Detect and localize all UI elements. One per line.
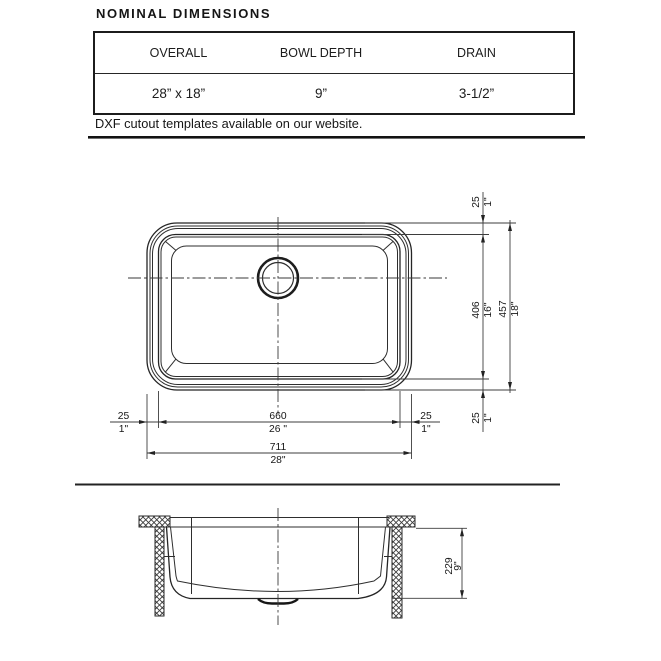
dim-bowl-width-in: 26 " — [269, 424, 287, 435]
col-header-bowl-depth: BOWL DEPTH — [262, 32, 380, 74]
height-dimension — [392, 528, 467, 598]
table-value-row — [94, 74, 574, 115]
header-rule — [88, 136, 585, 139]
dim-bowl-depth-in: 16" — [483, 302, 494, 318]
table-header-row — [94, 32, 574, 74]
arrowhead — [481, 390, 485, 398]
col-header-drain: DRAIN — [380, 32, 574, 74]
dim-rim-left-in: 1" — [118, 424, 129, 435]
dim-bowl-height-mm: 229 — [444, 557, 455, 575]
arrowhead — [404, 451, 412, 455]
dim-rim-top-in: 1" — [483, 197, 494, 207]
bowl-top-edge — [159, 235, 401, 380]
rim-outer-edge — [147, 223, 412, 390]
depth-dimensions — [362, 192, 521, 432]
dxf-note: DXF cutout templates available on our website. — [95, 116, 363, 131]
section-divider — [75, 484, 560, 486]
sink-top-view — [110, 192, 521, 466]
sink-rim-outline — [147, 223, 412, 390]
arrowhead — [392, 420, 400, 424]
dim-bowl-width-mm: 660 — [269, 411, 287, 422]
dim-bowl-height-in: 9" — [453, 561, 464, 571]
arrowhead — [412, 420, 420, 424]
dim-overall-depth-in: 18" — [510, 301, 521, 317]
dim-overall-depth-mm: 457 — [498, 300, 509, 318]
countertop-left — [139, 516, 170, 527]
dim-overall-width-mm: 711 — [269, 442, 287, 453]
technical-drawing — [0, 130, 661, 661]
cabinet-panel-right — [392, 527, 402, 618]
corner-blend-top-left — [165, 241, 176, 250]
bowl-section-outline — [164, 518, 393, 604]
value-overall: 28” x 18” — [151, 86, 206, 101]
width-dimensions — [110, 391, 440, 466]
col-header-overall: OVERALL — [94, 32, 262, 74]
nominal-dimensions-table — [93, 31, 575, 115]
page-title: NOMINAL DIMENSIONS — [96, 6, 272, 21]
cabinet-panel-left — [155, 527, 164, 616]
bowl-corner-blend-lines — [165, 241, 393, 372]
rim-line-2 — [150, 226, 409, 387]
bowl-floor-edge — [172, 246, 388, 364]
arrowhead — [508, 223, 512, 231]
arrowhead — [139, 420, 147, 424]
corner-blend-bottom-right — [383, 359, 393, 372]
arrowhead — [159, 420, 167, 424]
arrowhead — [460, 590, 464, 598]
corner-blend-top-right — [383, 241, 393, 250]
value-bowl-depth: 9” — [314, 86, 327, 101]
value-drain: 3-1/2” — [458, 86, 495, 101]
arrowhead — [481, 235, 485, 243]
arrowhead — [481, 215, 485, 223]
arrowhead — [508, 382, 512, 390]
arrowhead — [147, 451, 155, 455]
dim-rim-bottom-in: 1" — [483, 413, 494, 423]
arrowhead — [481, 371, 485, 379]
corner-blend-bottom-left — [165, 359, 176, 372]
dim-rim-right-in: 1" — [421, 424, 431, 435]
rim-line-3 — [153, 229, 407, 385]
dim-rim-bottom-mm: 25 — [471, 412, 482, 424]
dim-overall-width-in: 28" — [270, 455, 286, 466]
dim-rim-top-mm: 25 — [471, 196, 482, 208]
dim-rim-right-mm: 25 — [420, 411, 432, 422]
sink-side-view — [139, 508, 467, 625]
arrowhead — [460, 528, 464, 536]
dim-rim-left-mm: 25 — [117, 411, 130, 422]
countertop-right — [387, 516, 415, 527]
dim-bowl-depth-mm: 406 — [471, 301, 482, 319]
